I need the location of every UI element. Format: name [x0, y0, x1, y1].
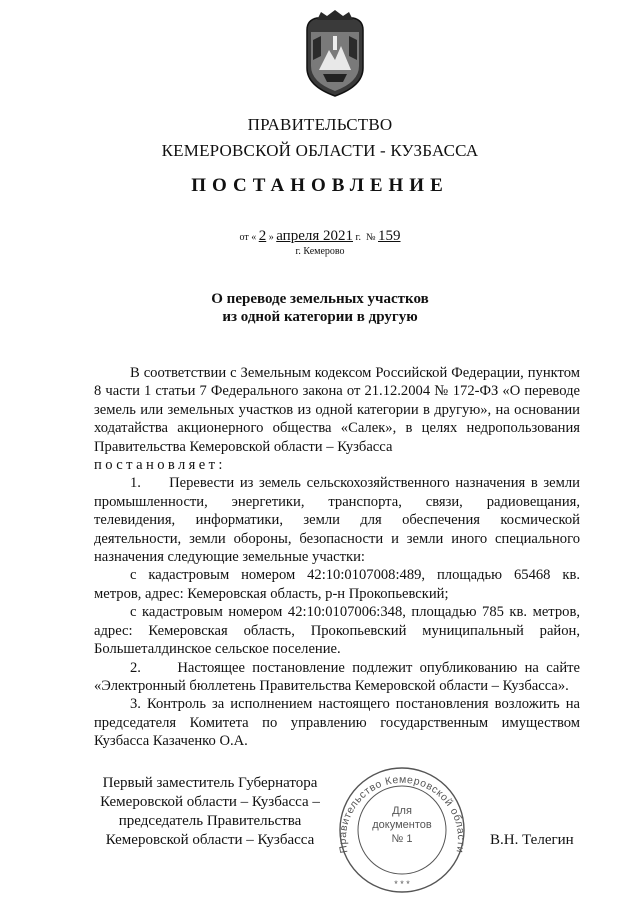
item-2-paragraph: 2. Настоящее постановление подлежит опубликованию на сайте «Электронный бюллетень Правительства Кемеровской области – Кузбасса». — [94, 659, 580, 694]
document-number: 159 — [378, 228, 401, 244]
signatory-line3: председатель Правительства — [118, 813, 302, 829]
signatory-title — [90, 774, 330, 850]
signatory-name: В.Н. Телегин — [490, 832, 574, 848]
subject-line2: из одной категории в другую — [222, 309, 418, 325]
document-type-title: ПОСТАНОВЛЕНИЕ — [191, 175, 449, 196]
stamp-center-line1: Для — [392, 805, 412, 817]
preamble-paragraph: В соответствии с Земельным кодексом Российской Федерации, пунктом 8 части 1 статьи 7 Федерального закона от 21.12.2004 № 172-ФЗ «О переводе земель или земельных участков из одной категории в другую», на основании ходатайства акционерного общества «Салек», в целях недропользования Правительства Кемеровской области – Кузбасса — [94, 365, 580, 455]
item-1-paragraph: 1. Перевести из земель сельскохозяйственного назначения в земли промышленности, энергетики, транспорта, связи, радиовещания, телевидения, информатики, земли для обеспечения космической деятельности, земли обороны, безопасности и земли иного специального назначения следующие земельные участки: — [94, 475, 580, 566]
year-suffix: г. — [355, 232, 361, 243]
stamp-center-line2: документов — [372, 819, 432, 831]
stamp-ring-text: Правительство Кемеровской области — [336, 773, 468, 855]
official-stamp — [322, 760, 482, 898]
signatory-line1: Первый заместитель Губернатора — [102, 775, 318, 791]
parcel-2-paragraph: с кадастровым номером 42:10:0107006:348, площадью 785 кв. метров, адрес: Кемеровская область, Прокопьевский муниципальный район, Большеталдинское сельское поселение. — [94, 604, 580, 658]
date-number-line — [0, 228, 640, 245]
decree-body — [94, 364, 580, 751]
date-month-year: апреля 2021 — [276, 228, 353, 244]
date-prefix: от « — [239, 232, 257, 243]
date-day: 2 — [258, 228, 267, 244]
date-mid: » — [268, 232, 274, 243]
signatory-line2: Кемеровской области – Кузбасса – — [100, 794, 320, 810]
parcel-1-paragraph: с кадастровым номером 42:10:0107008:489, площадью 65468 кв. метров, адрес: Кемеровская область, р-н Прокопьевский; — [94, 567, 580, 602]
signatory-line4: Кемеровской области – Кузбасса — [105, 832, 315, 848]
stamp-stars: * * * — [394, 879, 410, 889]
item-3-paragraph: 3. Контроль за исполнением настоящего постановления возложить на председателя Комитета по управлению государственным имуществом Кузбасса Казаченко О.А. — [94, 696, 580, 750]
org-name-line1: ПРАВИТЕЛЬСТВО — [247, 115, 393, 134]
coat-of-arms-emblem — [299, 10, 371, 98]
city-line: г. Кемерово — [295, 246, 345, 257]
decree-word: постановляет: — [94, 457, 226, 474]
subject-line1: О переводе земельных участков — [211, 291, 429, 307]
stamp-center-line3: № 1 — [391, 833, 413, 845]
number-sign: № — [365, 232, 376, 243]
org-name-line2: КЕМЕРОВСКОЙ ОБЛАСТИ - КУЗБАССА — [161, 141, 479, 160]
